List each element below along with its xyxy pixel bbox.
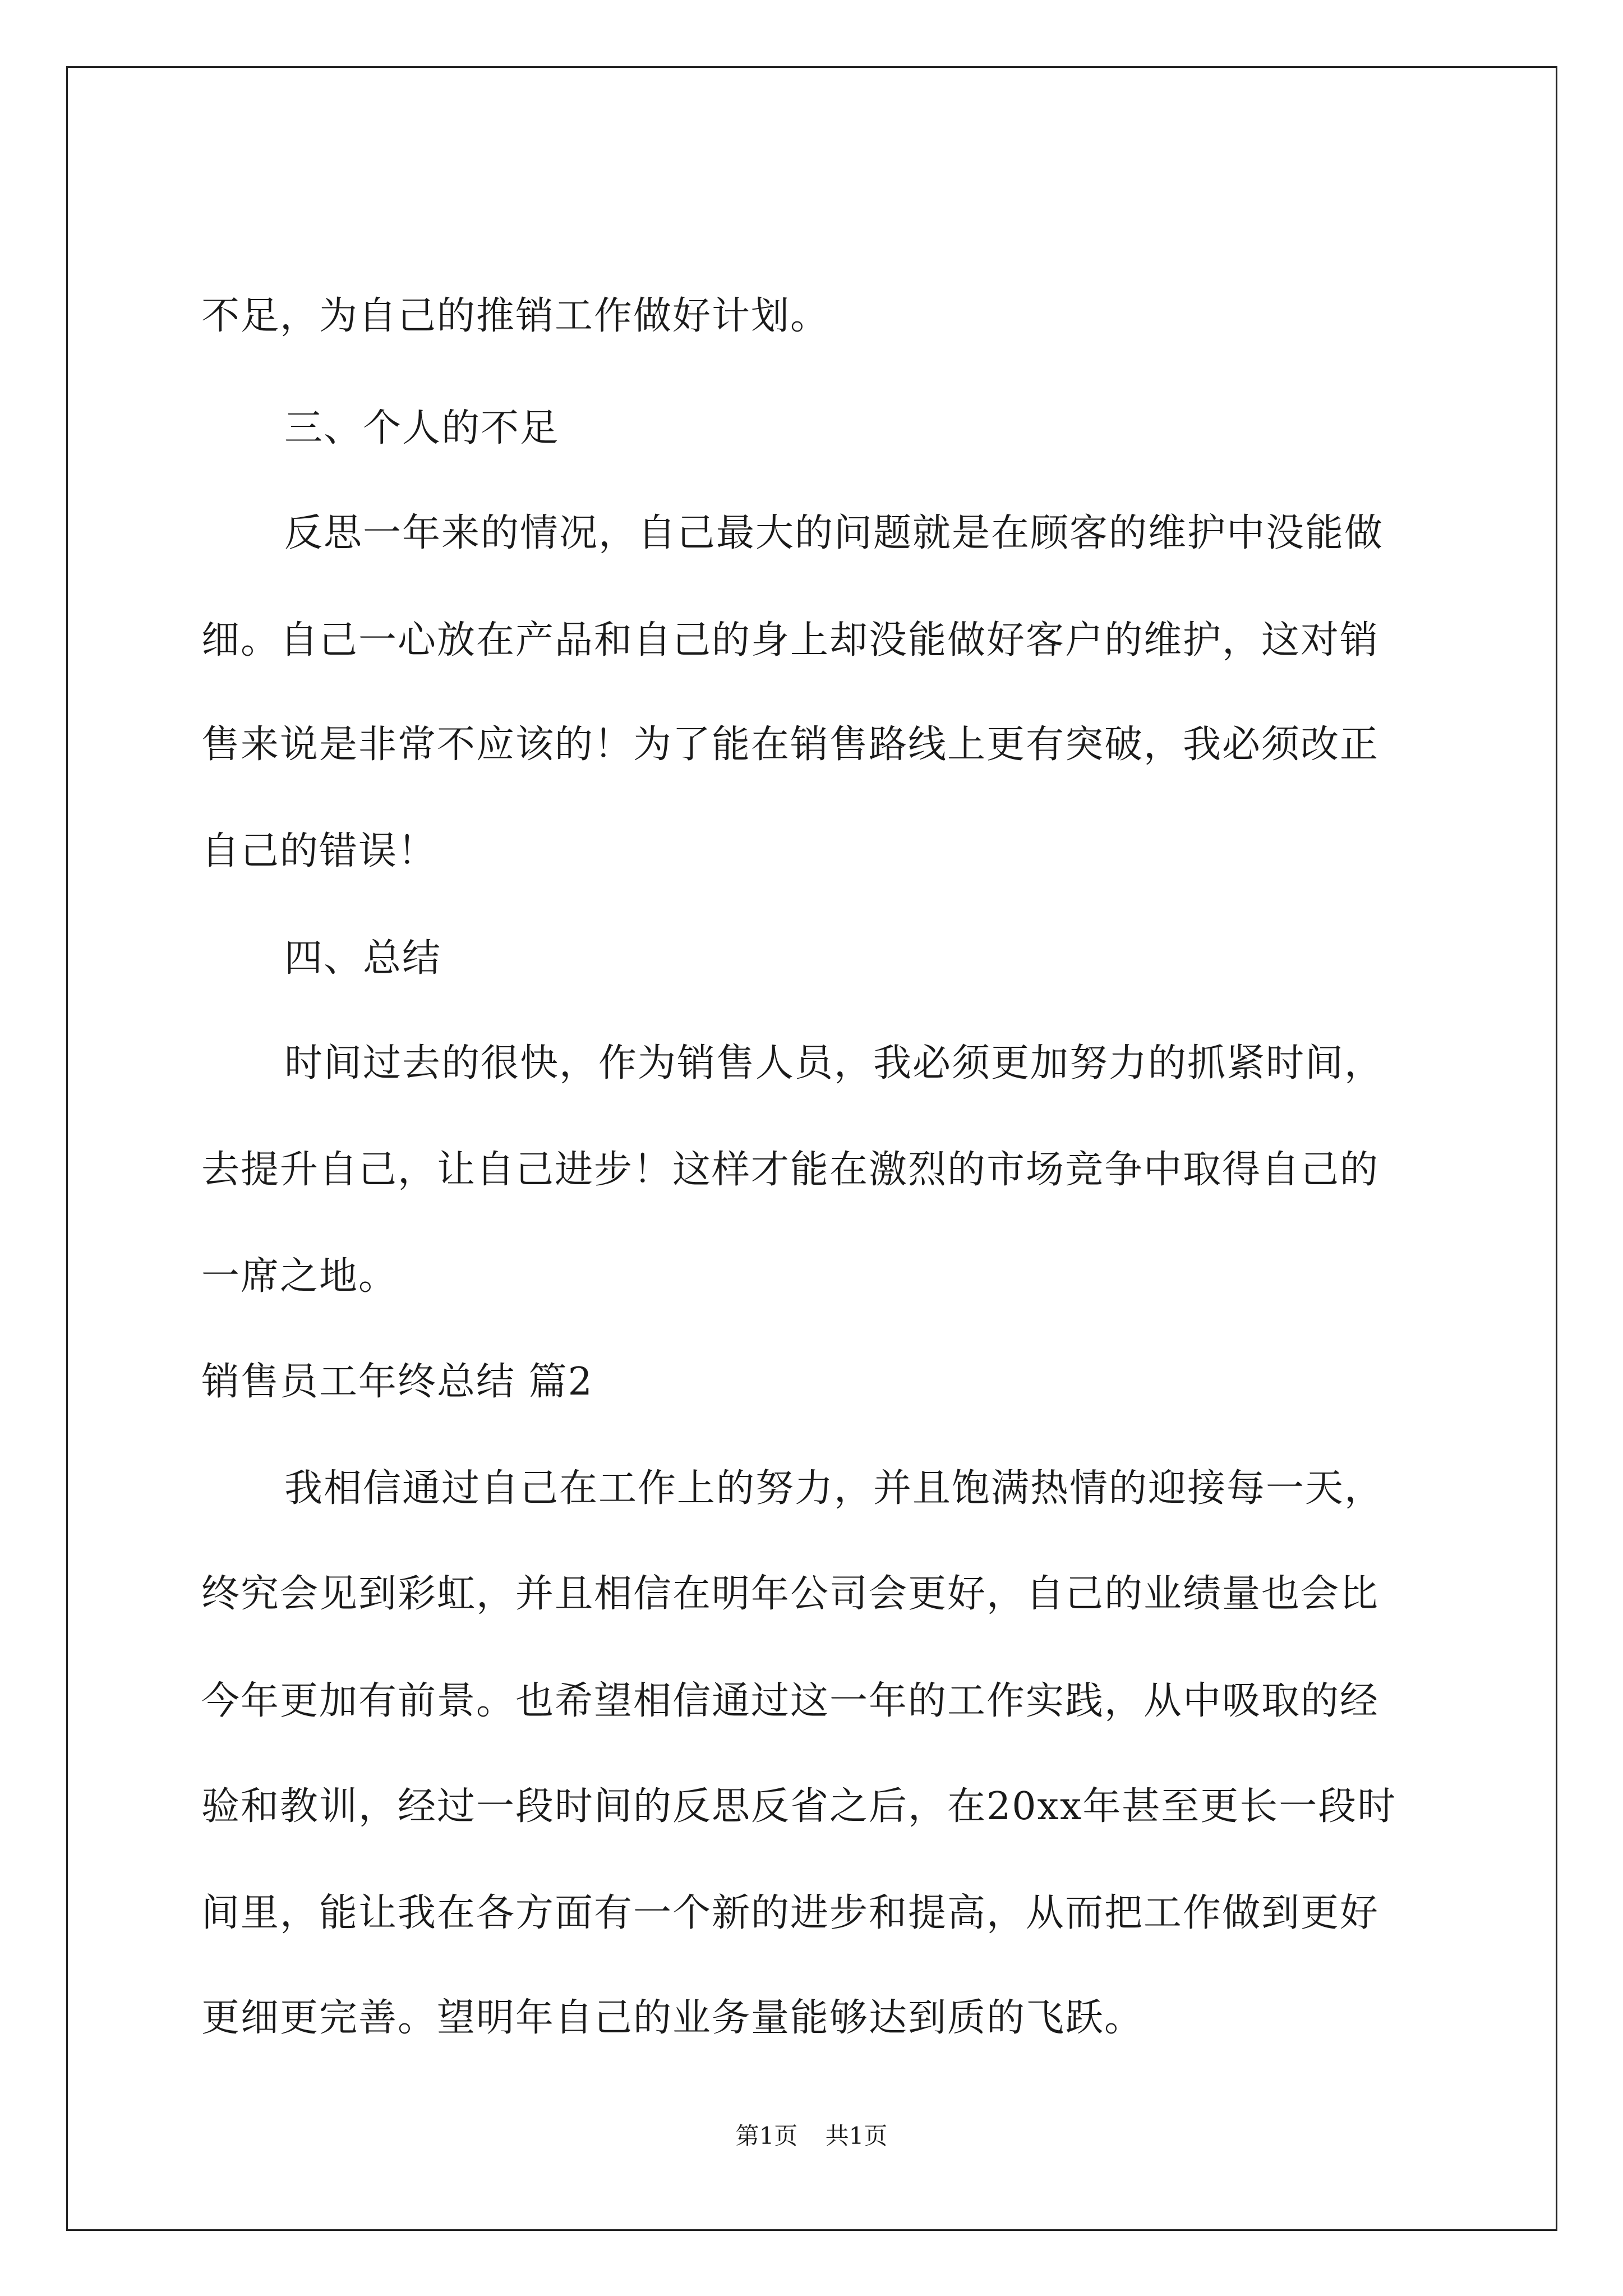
section-heading: 四、总结 <box>284 936 442 981</box>
paragraph-line: 一席之地。 <box>201 1254 398 1299</box>
page-border <box>66 66 1557 2231</box>
paragraph-line: 终究会见到彩虹，并且相信在明年公司会更好，自己的业绩量也会比 <box>201 1572 1380 1616</box>
article-title: 销售员工年终总结 篇2 <box>201 1360 593 1404</box>
paragraph-line: 今年更加有前景。也希望相信通过这一年的工作实践，从中吸取的经 <box>201 1679 1380 1723</box>
paragraph-line: 时间过去的很快，作为销售人员，我必须更加努力的抓紧时间， <box>284 1041 1384 1085</box>
page-footer <box>0 2119 1623 2153</box>
page-total: 共1页 <box>825 2122 888 2150</box>
paragraph-line: 验和教训，经过一段时间的反思反省之后，在20xx年甚至更长一段时 <box>201 1784 1397 1829</box>
paragraph-line: 反思一年来的情况，自己最大的问题就是在顾客的维护中没能做 <box>284 511 1384 555</box>
paragraph-line: 自己的错误！ <box>201 829 437 873</box>
paragraph-line: 更细更完善。望明年自己的业务量能够达到质的飞跃。 <box>201 1996 1144 2040</box>
page-number: 第1页 <box>735 2122 798 2150</box>
paragraph-line: 去提升自己，让自己进步！这样才能在激烈的市场竞争中取得自己的 <box>201 1148 1380 1192</box>
paragraph-line: 间里，能让我在各方面有一个新的进步和提高，从而把工作做到更好 <box>201 1891 1380 1935</box>
section-heading: 三、个人的不足 <box>284 406 560 450</box>
paragraph-line: 我相信通过自己在工作上的努力，并且饱满热情的迎接每一天， <box>284 1466 1384 1511</box>
paragraph-line: 不足，为自己的推销工作做好计划。 <box>201 294 830 338</box>
paragraph-line: 细。自己一心放在产品和自己的身上却没能做好客户的维护，这对销 <box>201 618 1380 662</box>
paragraph-line: 售来说是非常不应该的！为了能在销售路线上更有突破，我必须改正 <box>201 723 1380 767</box>
